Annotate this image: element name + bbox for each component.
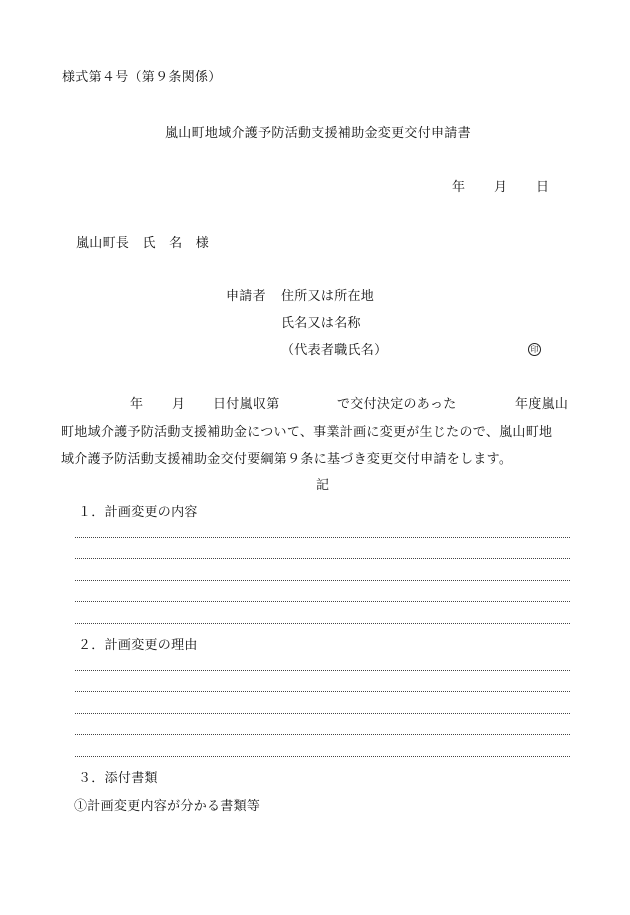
section-2-heading: ２．計画変更の理由 bbox=[78, 638, 198, 653]
applicant-label: 申請者 bbox=[226, 289, 266, 304]
body-fiscal-year: 年度嵐山 bbox=[515, 397, 569, 412]
blank-line bbox=[75, 713, 570, 714]
date-month: 月 bbox=[494, 180, 508, 195]
blank-line bbox=[75, 756, 570, 757]
section-3-heading: ３．添付書類 bbox=[78, 771, 158, 786]
applicant-address: 住所又は所在地 bbox=[281, 289, 375, 304]
form-number: 様式第４号（第９条関係） bbox=[62, 70, 222, 85]
blank-line bbox=[75, 580, 570, 581]
seal-mark: 印 bbox=[528, 343, 541, 356]
blank-line bbox=[75, 734, 570, 735]
blank-line bbox=[75, 601, 570, 602]
attachment-item-1: ①計画変更内容が分かる書類等 bbox=[74, 799, 261, 814]
date-year: 年 bbox=[452, 180, 466, 195]
body-line-3: 域介護予防活動支援補助金交付要綱第９条に基づき変更交付申請をします。 bbox=[61, 452, 513, 467]
body-day-ref: 日付嵐収第 bbox=[213, 397, 280, 412]
addressee: 嵐山町長 氏 名 様 bbox=[76, 236, 210, 251]
body-line-2: 町地域介護予防活動支援補助金について、事業計画に変更が生じたので、嵐山町地 bbox=[61, 425, 553, 440]
date-day: 日 bbox=[536, 180, 550, 195]
blank-line bbox=[75, 691, 570, 692]
blank-line bbox=[75, 558, 570, 559]
applicant-name: 氏名又は名称 bbox=[281, 316, 361, 331]
body-decided: で交付決定のあった bbox=[337, 397, 457, 412]
applicant-representative: （代表者職氏名） bbox=[281, 343, 388, 358]
body-month: 月 bbox=[172, 397, 186, 412]
body-year: 年 bbox=[130, 397, 144, 412]
blank-line bbox=[75, 537, 570, 538]
blank-line bbox=[75, 670, 570, 671]
section-1-heading: １．計画変更の内容 bbox=[78, 505, 198, 520]
ki-heading: 記 bbox=[316, 478, 330, 493]
blank-line bbox=[75, 623, 570, 624]
document-title: 嵐山町地域介護予防活動支援補助金変更交付申請書 bbox=[165, 126, 471, 141]
